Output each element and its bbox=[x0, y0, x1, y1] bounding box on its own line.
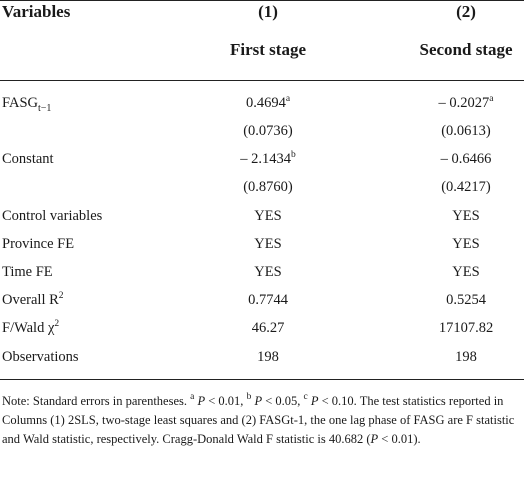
header-col2-number: (2) bbox=[456, 2, 476, 21]
table-note: Note: Standard errors in parentheses. $^a$ P < 0.01, $^b$ P < 0.05, $^c$ P < 0.10. The test statistics reported in Columns (1) 2SLS, two-stage least squares and (2) FASGt-1, the one lag phase of FASG are F statistic and Wald statistic, respectively. Cragg-Donald Wald F statistic is 40.682 (P < 0.01). bbox=[2, 392, 515, 446]
row-fasg-col2: – 0.2027$^a$ bbox=[438, 94, 494, 111]
row-label-overall-r2: Overall $R^2$ bbox=[2, 291, 64, 308]
table-top-rule bbox=[0, 0, 524, 1]
row-observations-col2: 198 bbox=[455, 349, 477, 365]
row-observations-col1: 198 bbox=[257, 349, 279, 365]
row-constant-col1: – 2.1434$^b$ bbox=[240, 150, 296, 167]
row-fasg-se-col1: (0.0736) bbox=[243, 123, 293, 139]
row-fasg-col1: 0.4694$^a$ bbox=[245, 94, 291, 111]
header-col1-number: (1) bbox=[258, 2, 278, 21]
row-r2-col1: 0.7744 bbox=[248, 292, 288, 308]
row-label-f-wald: F/Wald $\chi^2$ bbox=[2, 319, 60, 336]
row-constant-col2: – 0.6466 bbox=[440, 151, 492, 167]
row-label-time-fe: Time FE bbox=[2, 264, 53, 280]
row-constant-se-col2: (0.4217) bbox=[441, 179, 491, 195]
row-constant-se-col1: (0.8760) bbox=[243, 179, 293, 195]
table-bottom-rule bbox=[0, 379, 524, 380]
row-province-col1: YES bbox=[254, 236, 282, 252]
row-label-province-fe: Province FE bbox=[2, 236, 75, 252]
header-col2-stage: Second stage bbox=[419, 40, 513, 59]
row-f-wald-col1: 46.27 bbox=[251, 320, 285, 336]
row-province-col2: YES bbox=[452, 236, 480, 252]
row-label-constant: Constant bbox=[2, 151, 54, 167]
header-rule bbox=[0, 80, 524, 81]
row-r2-col2: 0.5254 bbox=[446, 292, 486, 308]
row-control-col2: YES bbox=[452, 208, 480, 224]
row-fasg-se-col2: (0.0613) bbox=[441, 123, 491, 139]
row-label-control-variables: Control variables bbox=[2, 208, 103, 224]
row-time-col1: YES bbox=[254, 264, 282, 280]
header-variables: Variables bbox=[2, 2, 71, 21]
row-f-wald-col2: 17107.82 bbox=[438, 320, 494, 336]
row-control-col1: YES bbox=[254, 208, 282, 224]
header-col1-stage: First stage bbox=[229, 40, 307, 59]
row-label-fasg: $FASG_{t-1}$ bbox=[2, 95, 52, 114]
row-time-col2: YES bbox=[452, 264, 480, 280]
row-label-observations: Observations bbox=[2, 349, 79, 365]
